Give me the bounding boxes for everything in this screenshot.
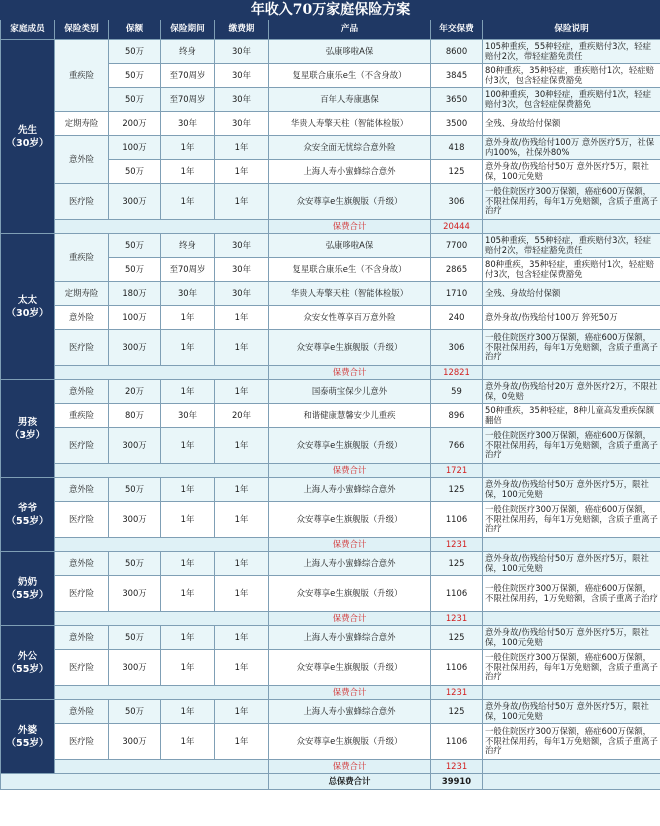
premium-cell: 306 [431, 330, 483, 366]
subtotal-spacer [55, 464, 269, 478]
description-cell: 一般住院医疗300万保额，癌症600万保额，不限社保用药，每年1万免赔额，含质子重离子治疗 [483, 428, 660, 464]
subtotal-value: 1231 [431, 686, 483, 700]
product-cell: 华贵人寿擎天柱（智能体检版） [269, 282, 431, 306]
period-cell: 1年 [161, 576, 215, 612]
period-cell: 1年 [161, 380, 215, 404]
subtotal-label: 保费合计 [269, 464, 431, 478]
member-cell [1, 234, 55, 380]
amount-cell: 50万 [109, 40, 161, 64]
amount-cell: 200万 [109, 112, 161, 136]
pay-period-cell: 1年 [215, 184, 269, 220]
header-row [1, 20, 660, 40]
description-cell: 一般住院医疗300万保额，癌症600万保额，不限社保用药，每年1万免赔额，含质子重离子治疗 [483, 330, 660, 366]
amount-cell: 20万 [109, 380, 161, 404]
category-cell: 意外险 [55, 380, 109, 404]
member-name: 男孩 [17, 416, 38, 428]
subtotal-spacer [55, 686, 269, 700]
period-cell: 30年 [161, 404, 215, 428]
category-cell: 重疾险 [55, 234, 109, 282]
premium-cell: 59 [431, 380, 483, 404]
category-cell: 定期寿险 [55, 112, 109, 136]
table-row [1, 576, 660, 612]
subtotal-spacer-right [483, 612, 660, 626]
table-row [1, 184, 660, 220]
period-cell: 1年 [161, 184, 215, 220]
category-cell: 医疗险 [55, 576, 109, 612]
premium-cell: 3845 [431, 64, 483, 88]
category-cell: 意外险 [55, 552, 109, 576]
pay-period-cell: 30年 [215, 64, 269, 88]
product-cell: 上海人寿小蜜蜂综合意外 [269, 552, 431, 576]
pay-period-cell: 1年 [215, 478, 269, 502]
description-cell: 全残、身故给付保额 [483, 112, 660, 136]
amount-cell: 300万 [109, 428, 161, 464]
header-category: 保险类别 [55, 20, 109, 40]
table-row [1, 724, 660, 760]
description-cell: 意外身故/伤残给付100万 意外医疗5万，社保内100%，社保外80% [483, 136, 660, 160]
amount-cell: 50万 [109, 258, 161, 282]
premium-cell: 1106 [431, 724, 483, 760]
period-cell: 至70周岁 [161, 64, 215, 88]
member-cell [1, 552, 55, 626]
subtotal-spacer [55, 220, 269, 234]
period-cell: 1年 [161, 552, 215, 576]
product-cell: 上海人寿小蜜蜂综合意外 [269, 160, 431, 184]
total-row [1, 774, 660, 790]
member-age: （55岁） [6, 589, 49, 601]
description-cell: 100种重疾，30种轻症，重疾赔付1次，轻症赔付3次，包含轻症保费豁免 [483, 88, 660, 112]
pay-period-cell: 1年 [215, 724, 269, 760]
product-cell: 复星联合康乐e生（不含身故） [269, 258, 431, 282]
premium-cell: 306 [431, 184, 483, 220]
pay-period-cell: 30年 [215, 258, 269, 282]
amount-cell: 300万 [109, 330, 161, 366]
subtotal-spacer-right [483, 760, 660, 774]
subtotal-row [1, 464, 660, 478]
pay-period-cell: 1年 [215, 306, 269, 330]
description-cell: 一般住院医疗300万保额，癌症600万保额，不限社保用药，每年1万免赔额，含质子重离子治疗 [483, 184, 660, 220]
pay-period-cell: 1年 [215, 626, 269, 650]
amount-cell: 180万 [109, 282, 161, 306]
subtotal-value: 1721 [431, 464, 483, 478]
product-cell: 众安尊享e生旗舰版（升级） [269, 576, 431, 612]
pay-period-cell: 1年 [215, 502, 269, 538]
header-description: 保险说明 [483, 20, 660, 40]
description-cell: 105种重疾，55种轻症，重疾赔付3次，轻症赔付2次，带轻症豁免责任 [483, 234, 660, 258]
table-row [1, 306, 660, 330]
subtotal-spacer-right [483, 686, 660, 700]
description-cell: 一般住院医疗300万保额，癌症600万保额，不限社保用药，每年1万免赔额，含质子重离子治疗 [483, 650, 660, 686]
pay-period-cell: 1年 [215, 330, 269, 366]
subtotal-spacer-right [483, 538, 660, 552]
product-cell: 众安尊享e生旗舰版（升级） [269, 502, 431, 538]
product-cell: 上海人寿小蜜蜂综合意外 [269, 626, 431, 650]
amount-cell: 50万 [109, 234, 161, 258]
description-cell: 50种重疾，35种轻症，8种儿童高发重疾保额翻倍 [483, 404, 660, 428]
subtotal-value: 1231 [431, 760, 483, 774]
description-cell: 105种重疾，55种轻症，重疾赔付3次，轻症赔付2次，带轻症豁免责任 [483, 40, 660, 64]
subtotal-row [1, 686, 660, 700]
pay-period-cell: 1年 [215, 650, 269, 686]
amount-cell: 50万 [109, 552, 161, 576]
pay-period-cell: 1年 [215, 380, 269, 404]
period-cell: 30年 [161, 112, 215, 136]
description-cell: 全残、身故给付保额 [483, 282, 660, 306]
description-cell: 意外身故/伤残给付50万 意外医疗5万，限社保，100元免赔 [483, 552, 660, 576]
table-row [1, 112, 660, 136]
total-value: 39910 [431, 774, 483, 790]
period-cell: 至70周岁 [161, 88, 215, 112]
description-cell: 意外身故/伤残给付50万 意外医疗5万，限社保，100元免赔 [483, 478, 660, 502]
premium-cell: 3650 [431, 88, 483, 112]
premium-cell: 766 [431, 428, 483, 464]
amount-cell: 80万 [109, 404, 161, 428]
header-product: 产品 [269, 20, 431, 40]
pay-period-cell: 1年 [215, 552, 269, 576]
pay-period-cell: 30年 [215, 282, 269, 306]
subtotal-row [1, 538, 660, 552]
member-name: 外公 [17, 650, 38, 662]
amount-cell: 300万 [109, 184, 161, 220]
subtotal-spacer [55, 612, 269, 626]
pay-period-cell: 1年 [215, 700, 269, 724]
category-cell: 意外险 [55, 478, 109, 502]
subtotal-label: 保费合计 [269, 612, 431, 626]
description-cell: 意外身故/伤残给付50万 意外医疗5万，限社保，100元免赔 [483, 626, 660, 650]
page-title: 年收入70万家庭保险方案 [1, 1, 660, 20]
period-cell: 1年 [161, 330, 215, 366]
member-cell [1, 700, 55, 774]
table-row [1, 650, 660, 686]
pay-period-cell: 30年 [215, 112, 269, 136]
premium-cell: 1106 [431, 576, 483, 612]
period-cell: 终身 [161, 234, 215, 258]
pay-period-cell: 30年 [215, 40, 269, 64]
period-cell: 1年 [161, 428, 215, 464]
description-cell: 意外身故/伤残给付50万 意外医疗5万，限社保，100元免赔 [483, 160, 660, 184]
description-cell: 一般住院医疗300万保额，癌症600万保额，不限社保用药，1万免赔额，含质子重离子治疗 [483, 576, 660, 612]
period-cell: 1年 [161, 306, 215, 330]
premium-cell: 125 [431, 478, 483, 502]
category-cell: 医疗险 [55, 428, 109, 464]
premium-cell: 240 [431, 306, 483, 330]
product-cell: 国泰萌宝保少儿意外 [269, 380, 431, 404]
period-cell: 1年 [161, 700, 215, 724]
amount-cell: 50万 [109, 88, 161, 112]
table-row [1, 380, 660, 404]
table-row [1, 330, 660, 366]
period-cell: 1年 [161, 478, 215, 502]
product-cell: 众安尊享e生旗舰版（升级） [269, 330, 431, 366]
description-cell: 意外身故/伤残给付100万 猝死50万 [483, 306, 660, 330]
member-name: 奶奶 [17, 576, 38, 588]
description-cell: 意外身故/伤残给付50万 意外医疗5万，限社保，100元免赔 [483, 700, 660, 724]
amount-cell: 100万 [109, 306, 161, 330]
subtotal-row [1, 366, 660, 380]
member-age: （30岁） [6, 137, 49, 149]
product-cell: 弘康哆啦A保 [269, 40, 431, 64]
table-row [1, 428, 660, 464]
period-cell: 终身 [161, 40, 215, 64]
product-cell: 和谐健康慧馨安少儿重疾 [269, 404, 431, 428]
product-cell: 上海人寿小蜜蜂综合意外 [269, 478, 431, 502]
description-cell: 一般住院医疗300万保额，癌症600万保额，不限社保用药，每年1万免赔额，含质子重离子治疗 [483, 724, 660, 760]
product-cell: 复星联合康乐e生（不含身故） [269, 64, 431, 88]
member-cell [1, 380, 55, 478]
premium-cell: 7700 [431, 234, 483, 258]
category-cell: 意外险 [55, 136, 109, 184]
amount-cell: 300万 [109, 576, 161, 612]
table-row [1, 404, 660, 428]
period-cell: 至70周岁 [161, 258, 215, 282]
table-row [1, 626, 660, 650]
amount-cell: 50万 [109, 700, 161, 724]
premium-cell: 125 [431, 700, 483, 724]
product-cell: 众安全面无忧综合意外险 [269, 136, 431, 160]
subtotal-value: 1231 [431, 538, 483, 552]
subtotal-spacer-right [483, 220, 660, 234]
category-cell: 意外险 [55, 700, 109, 724]
table-row [1, 136, 660, 160]
premium-cell: 125 [431, 552, 483, 576]
subtotal-label: 保费合计 [269, 538, 431, 552]
pay-period-cell: 1年 [215, 428, 269, 464]
member-cell [1, 626, 55, 700]
period-cell: 1年 [161, 626, 215, 650]
category-cell: 重疾险 [55, 40, 109, 112]
product-cell: 百年人寿康惠保 [269, 88, 431, 112]
subtotal-spacer [55, 538, 269, 552]
premium-cell: 1710 [431, 282, 483, 306]
table-row [1, 502, 660, 538]
pay-period-cell: 30年 [215, 234, 269, 258]
amount-cell: 300万 [109, 502, 161, 538]
premium-cell: 1106 [431, 502, 483, 538]
product-cell: 众安尊享e生旗舰版（升级） [269, 650, 431, 686]
table-body [1, 40, 660, 774]
member-age: （3岁） [9, 429, 46, 441]
pay-period-cell: 1年 [215, 136, 269, 160]
category-cell: 意外险 [55, 306, 109, 330]
member-name: 外婆 [17, 724, 38, 736]
category-cell: 医疗险 [55, 502, 109, 538]
premium-cell: 125 [431, 160, 483, 184]
category-cell: 重疾险 [55, 404, 109, 428]
subtotal-value: 1231 [431, 612, 483, 626]
table-row [1, 234, 660, 258]
amount-cell: 50万 [109, 478, 161, 502]
description-cell: 80种重疾，35种轻症，重疾赔付1次，轻症赔付3次，包含轻症保费豁免 [483, 258, 660, 282]
subtotal-label: 保费合计 [269, 366, 431, 380]
amount-cell: 50万 [109, 160, 161, 184]
header-premium: 年交保费 [431, 20, 483, 40]
member-age: （30岁） [6, 307, 49, 319]
header-member: 家庭成员 [1, 20, 55, 40]
member-cell [1, 40, 55, 234]
category-cell: 定期寿险 [55, 282, 109, 306]
subtotal-value: 12821 [431, 366, 483, 380]
table-row [1, 700, 660, 724]
product-cell: 华贵人寿擎天柱（智能体检版） [269, 112, 431, 136]
table-row [1, 552, 660, 576]
product-cell: 众安尊享e生旗舰版（升级） [269, 428, 431, 464]
amount-cell: 300万 [109, 650, 161, 686]
member-age: （55岁） [6, 663, 49, 675]
amount-cell: 300万 [109, 724, 161, 760]
subtotal-spacer [55, 366, 269, 380]
period-cell: 1年 [161, 136, 215, 160]
table-row [1, 478, 660, 502]
pay-period-cell: 1年 [215, 576, 269, 612]
subtotal-spacer-right [483, 366, 660, 380]
member-cell [1, 478, 55, 552]
premium-cell: 2865 [431, 258, 483, 282]
member-age: （55岁） [6, 515, 49, 527]
period-cell: 1年 [161, 724, 215, 760]
product-cell: 众安女性尊享百万意外险 [269, 306, 431, 330]
subtotal-label: 保费合计 [269, 686, 431, 700]
premium-cell: 418 [431, 136, 483, 160]
pay-period-cell: 30年 [215, 88, 269, 112]
subtotal-row [1, 220, 660, 234]
header-pay-period: 缴费期 [215, 20, 269, 40]
header-amount: 保额 [109, 20, 161, 40]
subtotal-label: 保费合计 [269, 760, 431, 774]
amount-cell: 50万 [109, 64, 161, 88]
pay-period-cell: 20年 [215, 404, 269, 428]
premium-cell: 1106 [431, 650, 483, 686]
amount-cell: 50万 [109, 626, 161, 650]
period-cell: 1年 [161, 160, 215, 184]
member-name: 太太 [17, 294, 38, 306]
category-cell: 意外险 [55, 626, 109, 650]
category-cell: 医疗险 [55, 330, 109, 366]
period-cell: 1年 [161, 650, 215, 686]
total-spacer-right [483, 774, 660, 790]
subtotal-row [1, 760, 660, 774]
table-row [1, 40, 660, 64]
product-cell: 上海人寿小蜜蜂综合意外 [269, 700, 431, 724]
description-cell: 意外身故/伤残给付20万 意外医疗2万，不限社保，0免赔 [483, 380, 660, 404]
pay-period-cell: 1年 [215, 160, 269, 184]
subtotal-row [1, 612, 660, 626]
product-cell: 众安尊享e生旗舰版（升级） [269, 184, 431, 220]
category-cell: 医疗险 [55, 184, 109, 220]
amount-cell: 100万 [109, 136, 161, 160]
product-cell: 弘康哆啦A保 [269, 234, 431, 258]
category-cell: 医疗险 [55, 724, 109, 760]
premium-cell: 125 [431, 626, 483, 650]
subtotal-label: 保费合计 [269, 220, 431, 234]
premium-cell: 3500 [431, 112, 483, 136]
premium-cell: 896 [431, 404, 483, 428]
subtotal-value: 20444 [431, 220, 483, 234]
member-name: 先生 [17, 124, 38, 136]
period-cell: 1年 [161, 502, 215, 538]
member-age: （55岁） [6, 737, 49, 749]
member-name: 爷爷 [17, 502, 38, 514]
subtotal-spacer-right [483, 464, 660, 478]
category-cell: 医疗险 [55, 650, 109, 686]
premium-cell: 8600 [431, 40, 483, 64]
total-label: 总保费合计 [269, 774, 431, 790]
description-cell: 80种重疾，35种轻症，重疾赔付1次，轻症赔付3次，包含轻症保费豁免 [483, 64, 660, 88]
period-cell: 30年 [161, 282, 215, 306]
table-row [1, 282, 660, 306]
subtotal-spacer [55, 760, 269, 774]
total-spacer [1, 774, 269, 790]
product-cell: 众安尊享e生旗舰版（升级） [269, 724, 431, 760]
description-cell: 一般住院医疗300万保额，癌症600万保额，不限社保用药，每年1万免赔额，含质子重离子治疗 [483, 502, 660, 538]
header-period: 保险期间 [161, 20, 215, 40]
